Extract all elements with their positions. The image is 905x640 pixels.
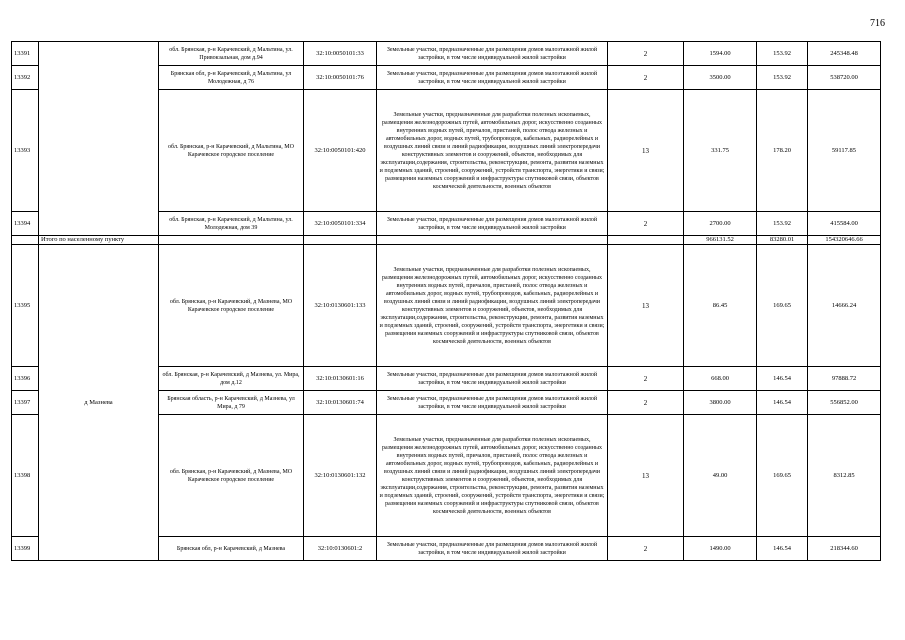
total-number-cell <box>12 236 39 245</box>
table-row <box>12 42 881 66</box>
row-number: 13392 <box>12 66 39 90</box>
total-value: 154320646.66 <box>808 236 881 245</box>
address-cell: обл. Брянская, р-н Карачевский, д Мазнева, ул. Мира, дом д.12 <box>159 367 304 391</box>
row-number: 13391 <box>12 42 39 66</box>
rate-cell: 153.92 <box>757 212 808 236</box>
use-code: 13 <box>608 245 684 367</box>
settlement-cell <box>39 42 159 236</box>
value-cell: 245348.48 <box>808 42 881 66</box>
cadastral-number: 32:10:0050101:33 <box>304 42 377 66</box>
value-cell: 97888.72 <box>808 367 881 391</box>
address-cell: Брянская область, р-н Карачевский, д Мазнева, ул Мира, д 79 <box>159 391 304 415</box>
land-use-cell: Земельные участки, предназначенные для размещения домов малоэтажной жилой застройки, в том числе индивидуальной жилой застройки <box>377 391 608 415</box>
page-number: 716 <box>870 18 885 29</box>
rate-cell: 153.92 <box>757 66 808 90</box>
area-cell: 1594.00 <box>684 42 757 66</box>
value-cell: 14666.24 <box>808 245 881 367</box>
address-cell: обл. Брянская, р-н Карачевский, д Мазнева, МО Карачевское городское поселение <box>159 245 304 367</box>
address-cell: обл. Брянская, р-н Карачевский, д Мальтина, ул. Привокзальная, дом д.94 <box>159 42 304 66</box>
total-code-cell <box>608 236 684 245</box>
use-code: 2 <box>608 391 684 415</box>
area-cell: 3800.00 <box>684 391 757 415</box>
rate-cell: 146.54 <box>757 391 808 415</box>
rate-cell: 169.65 <box>757 245 808 367</box>
cadastral-number: 32:10:0130601:133 <box>304 245 377 367</box>
use-code: 13 <box>608 90 684 212</box>
area-cell: 3500.00 <box>684 66 757 90</box>
total-use-cell <box>377 236 608 245</box>
value-cell: 218344.60 <box>808 537 881 561</box>
land-use-cell: Земельные участки, предназначенные для разработки полезных ископаемых, размещения железнодорожных путей, автомобильных дорог, искусственно созданных внутренних водных путей, причалов, пристаней, полос отвода железных и автомобильных дорог, водных путей, трубопроводов, кабельных, радиорелейных и воздушных линий связи и линий радиофикации, воздушных линий электропередачи конструктивных элементов и сооружений, объектов, необходимых для эксплуатации,содержания, строительства, реконструкции, ремонта, развития наземных и подземных зданий, строений, сооружений, устройств транспорта, энергетики и связи; размещения наземных сооружений и инфраструктуры спутниковой связи, объектов космической деятельности, военных объектов <box>377 245 608 367</box>
cadastral-number: 32:10:0130601:132 <box>304 415 377 537</box>
row-number: 13398 <box>12 415 39 537</box>
table-row <box>12 245 881 367</box>
total-address-cell <box>159 236 304 245</box>
area-cell: 1490.00 <box>684 537 757 561</box>
land-use-cell: Земельные участки, предназначенные для размещения домов малоэтажной жилой застройки, в том числе индивидуальной жилой застройки <box>377 42 608 66</box>
area-cell: 668.00 <box>684 367 757 391</box>
address-cell: Брянская обл, р-н Карачевский, д Мазнева <box>159 537 304 561</box>
use-code: 2 <box>608 66 684 90</box>
row-number: 13397 <box>12 391 39 415</box>
cadastral-number: 32:10:0050101:76 <box>304 66 377 90</box>
use-code: 2 <box>608 367 684 391</box>
address-cell: обл. Брянская, р-н Карачевский, д Мальтина, ул. Молодежная, дом 39 <box>159 212 304 236</box>
value-cell: 8312.85 <box>808 415 881 537</box>
land-use-cell: Земельные участки, предназначенные для размещения домов малоэтажной жилой застройки, в том числе индивидуальной жилой застройки <box>377 212 608 236</box>
settlement-cell <box>39 245 159 561</box>
land-register-table <box>11 41 881 561</box>
cadastral-number: 32:10:0130601:2 <box>304 537 377 561</box>
value-cell: 538720.00 <box>808 66 881 90</box>
cadastral-number: 32:10:0130601:16 <box>304 367 377 391</box>
rate-cell: 146.54 <box>757 367 808 391</box>
value-cell: 59117.85 <box>808 90 881 212</box>
cadastral-number: 32:10:0130601:74 <box>304 391 377 415</box>
cadastral-number: 32:10:0050101:334 <box>304 212 377 236</box>
address-cell: обл. Брянская, р-н Карачевский, д Мальтина, МО Карачевское городское поселение <box>159 90 304 212</box>
land-use-cell: Земельные участки, предназначенные для размещения домов малоэтажной жилой застройки, в том числе индивидуальной жилой застройки <box>377 367 608 391</box>
use-code: 2 <box>608 212 684 236</box>
area-cell: 2700.00 <box>684 212 757 236</box>
area-cell: 86.45 <box>684 245 757 367</box>
area-cell: 49.00 <box>684 415 757 537</box>
use-code: 2 <box>608 537 684 561</box>
row-number: 13394 <box>12 212 39 236</box>
rate-cell: 153.92 <box>757 42 808 66</box>
address-cell: обл. Брянская, р-н Карачевский, д Мазнева, МО Карачевское городское поселение <box>159 415 304 537</box>
area-cell: 331.75 <box>684 90 757 212</box>
row-number: 13395 <box>12 245 39 367</box>
land-use-cell: Земельные участки, предназначенные для размещения домов малоэтажной жилой застройки, в том числе индивидуальной жилой застройки <box>377 66 608 90</box>
cadastral-number: 32:10:0050101:420 <box>304 90 377 212</box>
address-cell: Брянская обл, р-н Карачевский, д Мальтина, ул Молодежная, д 76 <box>159 66 304 90</box>
land-use-cell: Земельные участки, предназначенные для разработки полезных ископаемых, размещения железнодорожных путей, автомобильных дорог, искусственно созданных внутренних водных путей, причалов, пристаней, полос отвода железных и автомобильных дорог, водных путей, трубопроводов, кабельных, радиорелейных и воздушных линий связи и линий радиофикации, воздушных линий электропередачи конструктивных элементов и сооружений, объектов, необходимых для эксплуатации,содержания, строительства, реконструкции, ремонта, развития наземных и подземных зданий, строений, сооружений, устройств транспорта, энергетики и связи; размещения наземных сооружений и инфраструктуры спутниковой связи, объектов космической деятельности, военных объектов <box>377 415 608 537</box>
total-area: 966131.52 <box>684 236 757 245</box>
row-number: 13393 <box>12 90 39 212</box>
land-use-cell: Земельные участки, предназначенные для размещения домов малоэтажной жилой застройки, в том числе индивидуальной жилой застройки <box>377 537 608 561</box>
rate-cell: 146.54 <box>757 537 808 561</box>
row-number: 13396 <box>12 367 39 391</box>
value-cell: 556852.00 <box>808 391 881 415</box>
total-cadastral-cell <box>304 236 377 245</box>
value-cell: 415584.00 <box>808 212 881 236</box>
rate-cell: 178.20 <box>757 90 808 212</box>
land-use-cell: Земельные участки, предназначенные для разработки полезных ископаемых, размещения железнодорожных путей, автомобильных дорог, искусственно созданных внутренних водных путей, причалов, пристаней, полос отвода железных и автомобильных дорог, водных путей, трубопроводов, кабельных, радиорелейных и воздушных линий связи и линий радиофикации, воздушных линий электропередачи конструктивных элементов и сооружений, объектов, необходимых для эксплуатации,содержания, строительства, реконструкции, ремонта, развития наземных и подземных зданий, строений, сооружений, устройств транспорта, энергетики и связи; размещения наземных сооружений и инфраструктуры спутниковой связи, объектов космической деятельности, военных объектов <box>377 90 608 212</box>
total-row <box>12 236 881 245</box>
use-code: 2 <box>608 42 684 66</box>
row-number: 13399 <box>12 537 39 561</box>
total-label: Итого по населенному пункту <box>39 236 159 245</box>
rate-cell: 169.65 <box>757 415 808 537</box>
settlement-name: д Мазнева <box>84 399 113 406</box>
use-code: 13 <box>608 415 684 537</box>
total-rate: 83280.01 <box>757 236 808 245</box>
